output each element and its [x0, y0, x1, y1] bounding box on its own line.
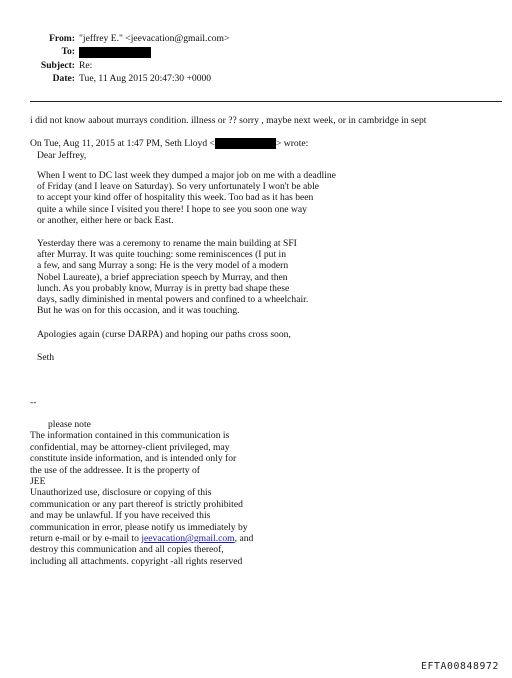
to-label: To:	[61, 46, 75, 57]
notice-line: the use of the addressee. It is the property of	[30, 464, 200, 476]
quote-intro	[30, 138, 308, 150]
paragraph-line: But he was on for this occasion, and it was touching.	[37, 305, 240, 317]
paragraph-line: Yesterday there was a ceremony to rename the main building at SFI	[37, 238, 297, 249]
header-divider	[30, 101, 502, 102]
please-note: please note	[48, 419, 91, 430]
notice-line: Unauthorized use, disclosure or copying of this	[30, 487, 212, 499]
redaction-block	[215, 138, 276, 149]
subject-value: Re:	[79, 60, 93, 71]
notice-line: The information contained in this communication is	[30, 430, 230, 442]
footer-separator: --	[30, 397, 37, 408]
paragraph-line: lunch. As you probably know, Murray is in pretty bad shape these	[37, 282, 290, 294]
notice-line: constitute inside information, and is intended only for	[30, 453, 237, 465]
notice-line: and may be unlawful. If you have received this	[30, 510, 211, 522]
email-link[interactable]: jeevacation@gmail.com	[141, 533, 235, 545]
date-label: Date:	[52, 73, 75, 84]
notice-line: destroy this communication and all copies thereof,	[30, 544, 224, 556]
paragraph-line: Nobel Laureate), a brief appreciation speech by Murray, and then	[37, 271, 288, 283]
paragraph-line: days, sadly diminished in mental powers and confined to a wheelchair.	[37, 294, 309, 306]
closing-line: Apologies again (curse DARPA) and hoping our paths cross soon,	[37, 329, 291, 340]
paragraph-line: quite a while since I visited you there! I hope to see you soon one way	[37, 203, 307, 215]
signature: Seth	[37, 352, 55, 363]
paragraph-line: or another, either here or back East.	[37, 214, 174, 226]
email-line-after: , and	[234, 533, 254, 545]
from-row	[0, 33, 400, 45]
redaction-block	[79, 47, 151, 58]
date-row	[0, 73, 400, 85]
to-row	[0, 46, 400, 58]
subject-row	[0, 60, 400, 72]
subject-label: Subject:	[40, 60, 75, 71]
quote-intro-before: On Tue, Aug 11, 2015 at 1:47 PM, Seth Lloyd <	[30, 138, 215, 149]
from-label: From:	[49, 33, 75, 44]
document-id: EFTA00848972	[421, 661, 499, 672]
from-value: "jeffrey E." <jeevacation@gmail.com>	[79, 33, 230, 44]
date-value: Tue, 11 Aug 2015 20:47:30 +0000	[79, 73, 212, 84]
to-value-redacted	[79, 46, 151, 58]
paragraph-line: When I went to DC last week they dumped a major job on me with a deadline	[37, 170, 336, 181]
paragraph-line: after Murray. It was quite touching: some reminiscences (I put in	[37, 249, 287, 261]
reply-line: i did not know aabout murrays condition. illness or ?? sorry , maybe next week, or in cambridge in sept	[30, 115, 427, 126]
paragraph-1	[37, 170, 336, 226]
greeting: Dear Jeffrey,	[37, 150, 87, 161]
paragraph-line: a few, and sang Murray a song: He is the very model of a modern	[37, 260, 289, 272]
notice-line: communication in error, please notify us immediately by	[30, 521, 248, 533]
notice-line: including all attachments. copyright -all rights reserved	[30, 555, 243, 567]
paragraph-2	[37, 238, 308, 316]
paragraph-line: to accept your kind offer of hospitality this week. Too bad as it has been	[37, 192, 314, 204]
notice-line: JEE	[30, 476, 46, 488]
notice-line: communication or any part thereof is strictly prohibited	[30, 498, 243, 510]
quote-intro-after: > wrote:	[275, 138, 309, 149]
paragraph-line: of Friday (and I leave on Saturday). So very unfortunately I won't be able	[37, 181, 319, 193]
notice-line: confidential, may be attorney-client privileged, may	[30, 441, 230, 453]
notice-email-line	[30, 533, 253, 544]
email-line-before: return e-mail or by e-mail to	[30, 533, 142, 545]
confidentiality-notice	[30, 419, 253, 567]
